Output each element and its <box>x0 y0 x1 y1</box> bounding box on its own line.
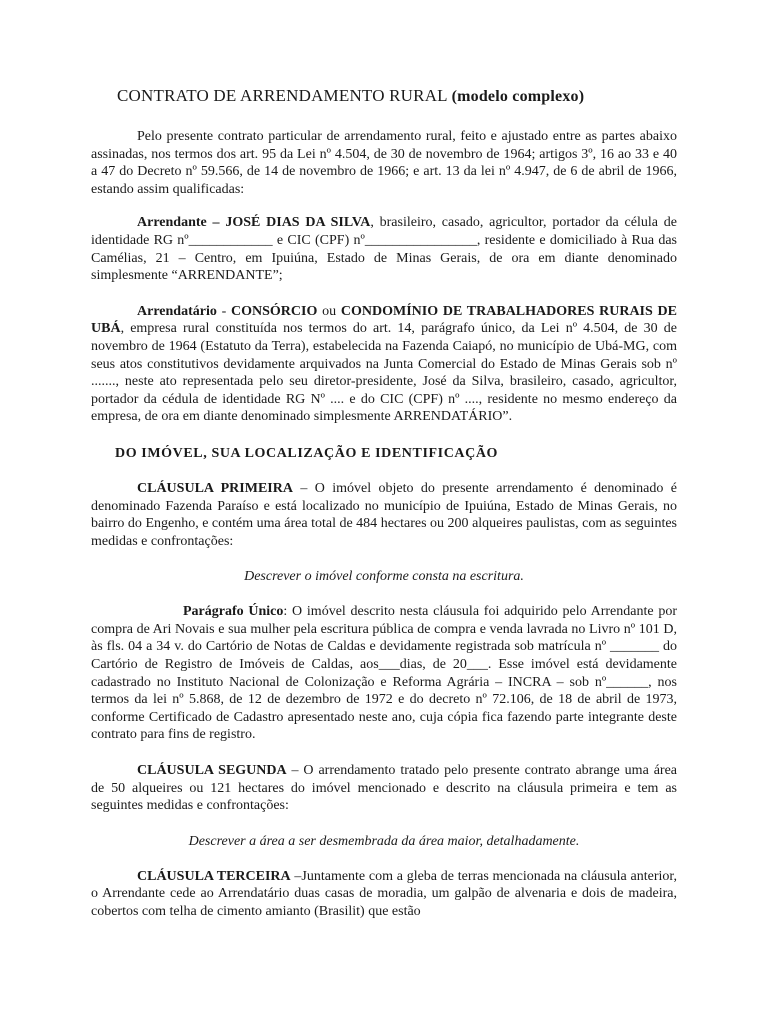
document-page <box>91 86 677 921</box>
clausula-primeira-label: CLÁUSULA PRIMEIRA <box>137 480 293 496</box>
document-title <box>117 86 677 106</box>
arrendatario-name2: CONDOMÍNIO DE TRABALHADORES RURAIS DE UBÁ <box>91 303 677 337</box>
arrendante-label: Arrendante – JOSÉ DIAS DA SILVA <box>137 215 371 231</box>
paragrafo-unico-text: : O imóvel descrito nesta cláusula foi adquirido pelo Arrendante por compra de Ari Novais e sua mulher pela escritura pública de compra e venda lavrada no Livro nº 101 D, às fls. 04 a 34 v. do Cartório de Notas de Caldas e devidamente registrada sob matrícula nº _______ do Cartório de Registro de Imóveis de Caldas, aos___dias, de 20___. Esse imóvel está devidamente cadastrado no Instituto Nacional de Colonização e Reforma Agrária – INCRA – sob nº______, nos termos da lei nº 5.868, de 12 de dezembro de 1972 e do decreto nº 72.106, de 18 de abril de 1973, conforme Certificado de Cadastro apresentado neste ano, cuja cópia fica fazendo parte integrante deste contrato para fins de registro. <box>91 604 677 743</box>
clausula-terceira-text: –Juntamente com a gleba de terras mencionada na cláusula anterior, o Arrendante cede ao Arrendatário duas casas de moradia, um galpão de alvenaria e dois de madeira, cobertos com telha de cimento amianto (Brasilit) que estão <box>91 868 677 919</box>
arrendatario-paragraph <box>91 303 677 426</box>
arrendante-paragraph <box>91 214 677 284</box>
clausula-segunda-text: – O arrendamento tratado pelo presente contrato abrange uma área de 50 alqueires ou 121 hectares do imóvel mencionado e descrito na cláusula primeira e tem as seguintes medidas e confrontações: <box>91 763 677 814</box>
clausula-primeira-paragraph <box>91 480 677 550</box>
arrendante-text: , brasileiro, casado, agricultor, portador da célula de identidade RG nº____________ e CIC (CPF) nº________________, residente e domiciliado à Rua das Camélias, 21 – Centro, em Ipuiúna, Estado de Minas Gerais, de ora em diante denominado simplesmente “ARRENDANTE”; <box>91 215 677 284</box>
clausula-segunda-paragraph <box>91 762 677 815</box>
clausula-segunda-label: CLÁUSULA SEGUNDA <box>137 763 287 779</box>
arrendatario-label: Arrendatário <box>137 303 217 319</box>
instruction-area: Descrever a área a ser desmembrada da área maior, detalhadamente. <box>188 833 580 849</box>
clausula-primeira-text: – O imóvel objeto do presente arrendamento é denominado é denominado Fazenda Paraíso e está localizado no município de Ipuiúna, Estado de Minas Gerais, no bairro do Engenho, e contém uma área total de 484 hectares ou 200 alqueires paulistas, com as seguintes medidas e confrontações: <box>91 480 677 549</box>
section-heading: DO IMÓVEL, SUA LOCALIZAÇÃO E IDENTIFICAÇÃO <box>115 445 499 461</box>
title-main: CONTRATO DE ARRENDAMENTO RURAL <box>117 86 448 105</box>
arrendatario-sep2: ou <box>317 303 341 319</box>
arrendatario-text: , empresa rural constituída nos termos do art. 14, parágrafo único, da Lei nº 4.504, de 30 de novembro de 1964 (Estatuto da Terra), estabelecida na Fazenda Caiapó, no município de Ubá-MG, com seus atos constitutivos devidamente arquivados na Junta Comercial do Estado de Minas Gerais sob nº ......., neste ato representada pelo seu diretor-presidente, José da Silva, brasileiro, casado, agricultor, portador da cédula de identidade RG Nº .... e do CIC (CPF) nº ...., residente no mesmo endereço da empresa, de ora em diante denominado simplesmente ARRENDATÁRIO”. <box>91 321 677 425</box>
instruction-imovel: Descrever o imóvel conforme consta na escritura. <box>244 569 524 585</box>
paragrafo-unico-label: Parágrafo Único <box>183 604 284 620</box>
title-subtitle: (modelo complexo) <box>451 88 585 105</box>
clausula-terceira-label: CLÁUSULA TERCEIRA <box>137 868 291 884</box>
paragrafo-unico-paragraph <box>91 603 677 744</box>
arrendatario-sep1: - <box>216 303 232 319</box>
arrendatario-name1: CONSÓRCIO <box>231 303 318 319</box>
clausula-terceira-paragraph <box>91 868 677 921</box>
intro-paragraph: Pelo presente contrato particular de arrendamento rural, feito e ajustado entre as partes abaixo assinadas, nos termos dos art. 95 da Lei nº 4.504, de 30 de novembro de 1964; artigos 3º, 16 ao 33 e 40 a 47 do Decreto nº 59.566, de 14 de novembro de 1966; e art. 13 da lei nº 4.947, de 6 de abril de 1966, estando assim qualificadas: <box>91 129 677 197</box>
